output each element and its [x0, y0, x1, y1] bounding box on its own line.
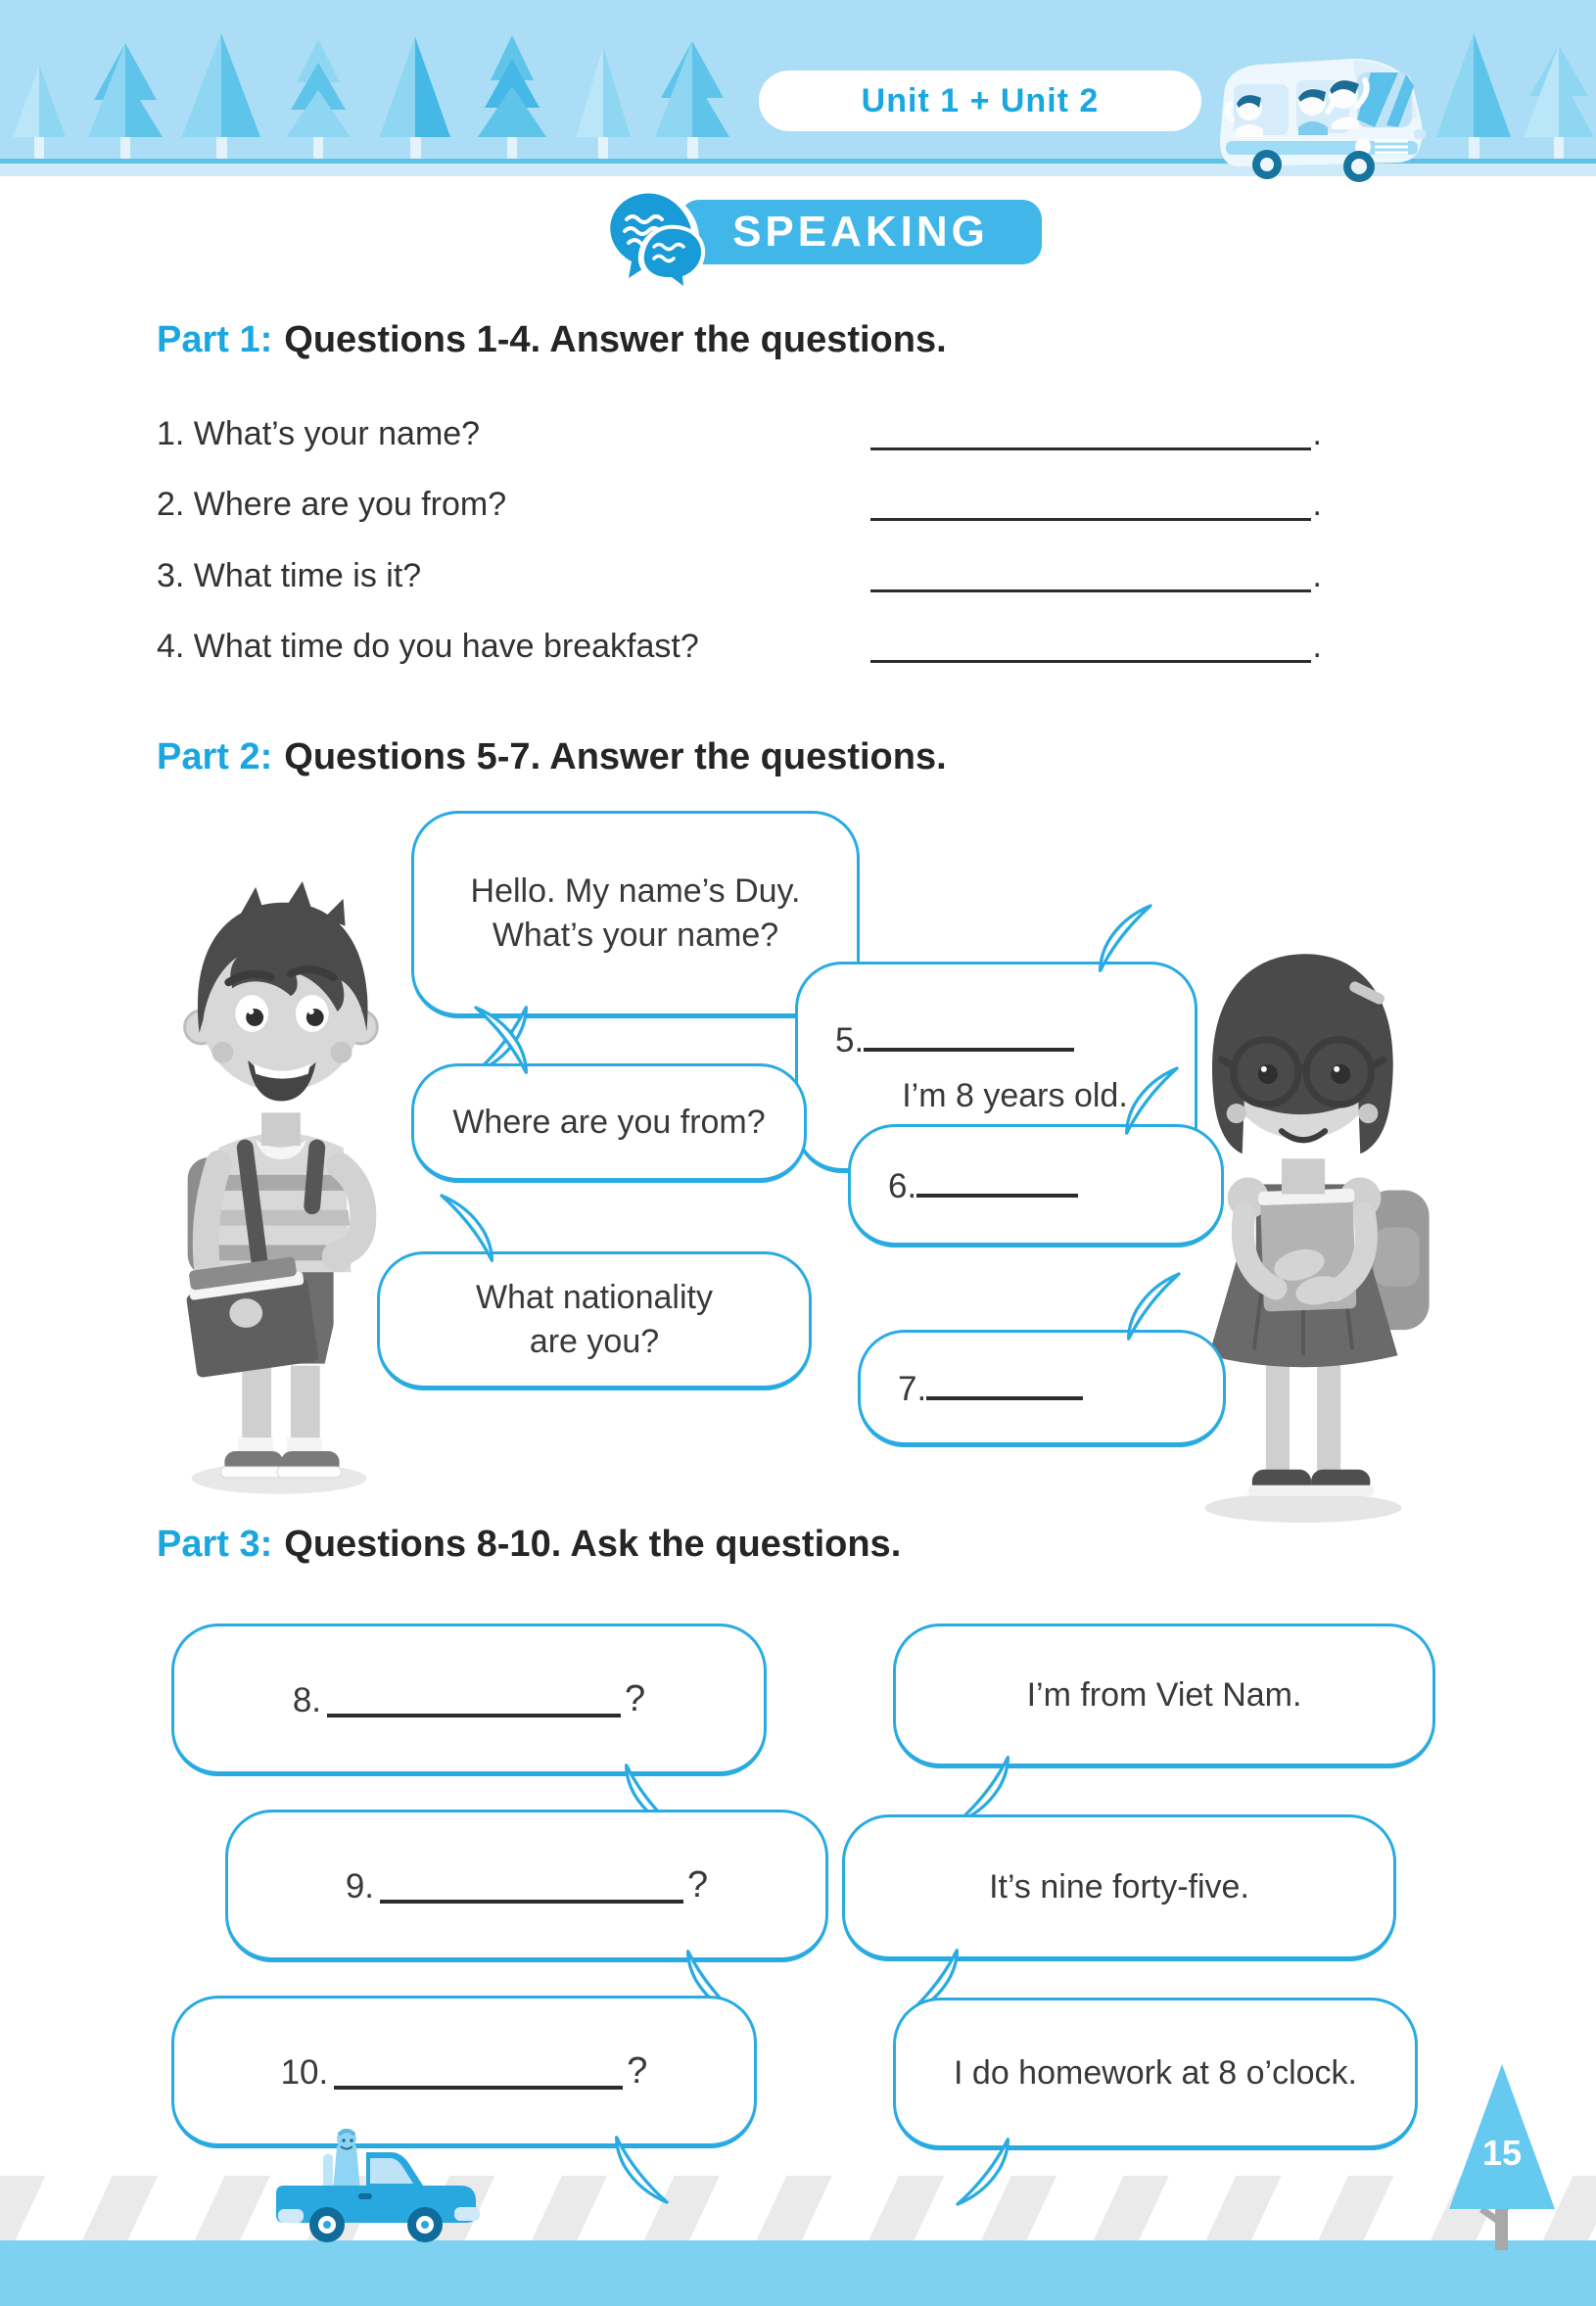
question-mark: ? — [687, 1864, 709, 1906]
part2-heading — [157, 736, 947, 778]
answer-blank[interactable] — [870, 550, 1311, 592]
question-mark: ? — [625, 1678, 646, 1719]
unit-badge — [759, 71, 1201, 131]
speech-bubble-boy-2 — [411, 1063, 807, 1183]
question-bubble-9 — [225, 1810, 828, 1962]
question-text: 4. What time do you have breakfast? — [157, 628, 699, 665]
blank-period: . — [1312, 486, 1322, 523]
answer-blank[interactable] — [380, 1866, 683, 1904]
road-stripes — [0, 2176, 1596, 2240]
part2-label: Part 2: — [157, 736, 273, 777]
boy-illustration — [133, 823, 425, 1508]
speech-bubbles-icon — [597, 182, 713, 292]
question-text: 1. What’s your name? — [157, 415, 481, 452]
answer-blank[interactable] — [327, 1680, 621, 1718]
blank-period: . — [1312, 415, 1322, 452]
answer-blank[interactable] — [864, 1014, 1074, 1052]
speaking-ribbon — [680, 200, 1042, 264]
speech-bubble-girl-6 — [848, 1124, 1224, 1247]
question-number: 8. — [292, 1681, 322, 1719]
school-bus-icon — [1206, 47, 1433, 182]
bubble-text: are you? — [529, 1323, 660, 1360]
answer-blank[interactable] — [870, 408, 1311, 450]
question-mark: ? — [627, 2050, 648, 2092]
question-bubble-8 — [171, 1624, 767, 1776]
bubble-text: It’s nine forty-five. — [989, 1867, 1249, 1906]
answer-blank[interactable] — [916, 1160, 1078, 1198]
footer-band — [0, 2240, 1596, 2306]
answer-number: 5. — [835, 1021, 865, 1060]
blank-period: . — [1312, 557, 1322, 594]
answer-blank[interactable] — [870, 621, 1311, 663]
page-number: 15 — [1481, 2133, 1523, 2173]
question-text: 2. Where are you from? — [157, 486, 507, 523]
bubble-text: What nationality — [476, 1279, 713, 1317]
bubble-text: What’s your name? — [492, 917, 779, 954]
bubble-text: Hello. My name’s Duy. — [470, 872, 801, 911]
speech-bubble-boy-3 — [377, 1251, 812, 1390]
truck-icon — [276, 2125, 482, 2254]
speech-bubble-girl-7 — [858, 1330, 1226, 1447]
answer-blank[interactable] — [870, 479, 1311, 521]
part1-heading — [157, 319, 947, 361]
bubble-text: I’m 8 years old. — [902, 1076, 1128, 1114]
question-row-2 — [157, 470, 1322, 521]
question-row-1 — [157, 400, 1322, 450]
question-number: 9. — [345, 1867, 375, 1906]
part2-instruction: Questions 5-7. Answer the questions. — [284, 736, 947, 777]
header-banner — [0, 0, 1596, 176]
speaking-title: SPEAKING — [732, 208, 989, 256]
blank-period: . — [1312, 628, 1322, 665]
bubble-text: Where are you from? — [452, 1103, 766, 1141]
question-row-4 — [157, 612, 1322, 663]
bubble-text: I’m from Viet Nam. — [1026, 1675, 1302, 1714]
part3-heading — [157, 1524, 901, 1566]
answer-blank[interactable] — [926, 1363, 1083, 1400]
answer-blank[interactable] — [334, 2052, 623, 2090]
question-number: 10. — [280, 2053, 329, 2092]
unit-badge-label: Unit 1 + Unit 2 — [861, 81, 1100, 119]
answer-number: 6. — [888, 1166, 917, 1205]
answer-bubble-8 — [893, 1624, 1435, 1768]
answer-number: 7. — [898, 1369, 927, 1408]
answer-bubble-9 — [842, 1814, 1396, 1961]
part3-label: Part 3: — [157, 1524, 273, 1565]
question-row-3 — [157, 541, 1322, 592]
answer-bubble-10 — [893, 1998, 1418, 2150]
part1-label: Part 1: — [157, 319, 273, 360]
bubble-text: I do homework at 8 o’clock. — [954, 2053, 1357, 2092]
part3-instruction: Questions 8-10. Ask the questions. — [284, 1524, 902, 1565]
question-text: 3. What time is it? — [157, 557, 422, 594]
part1-instruction: Questions 1-4. Answer the questions. — [284, 319, 947, 360]
